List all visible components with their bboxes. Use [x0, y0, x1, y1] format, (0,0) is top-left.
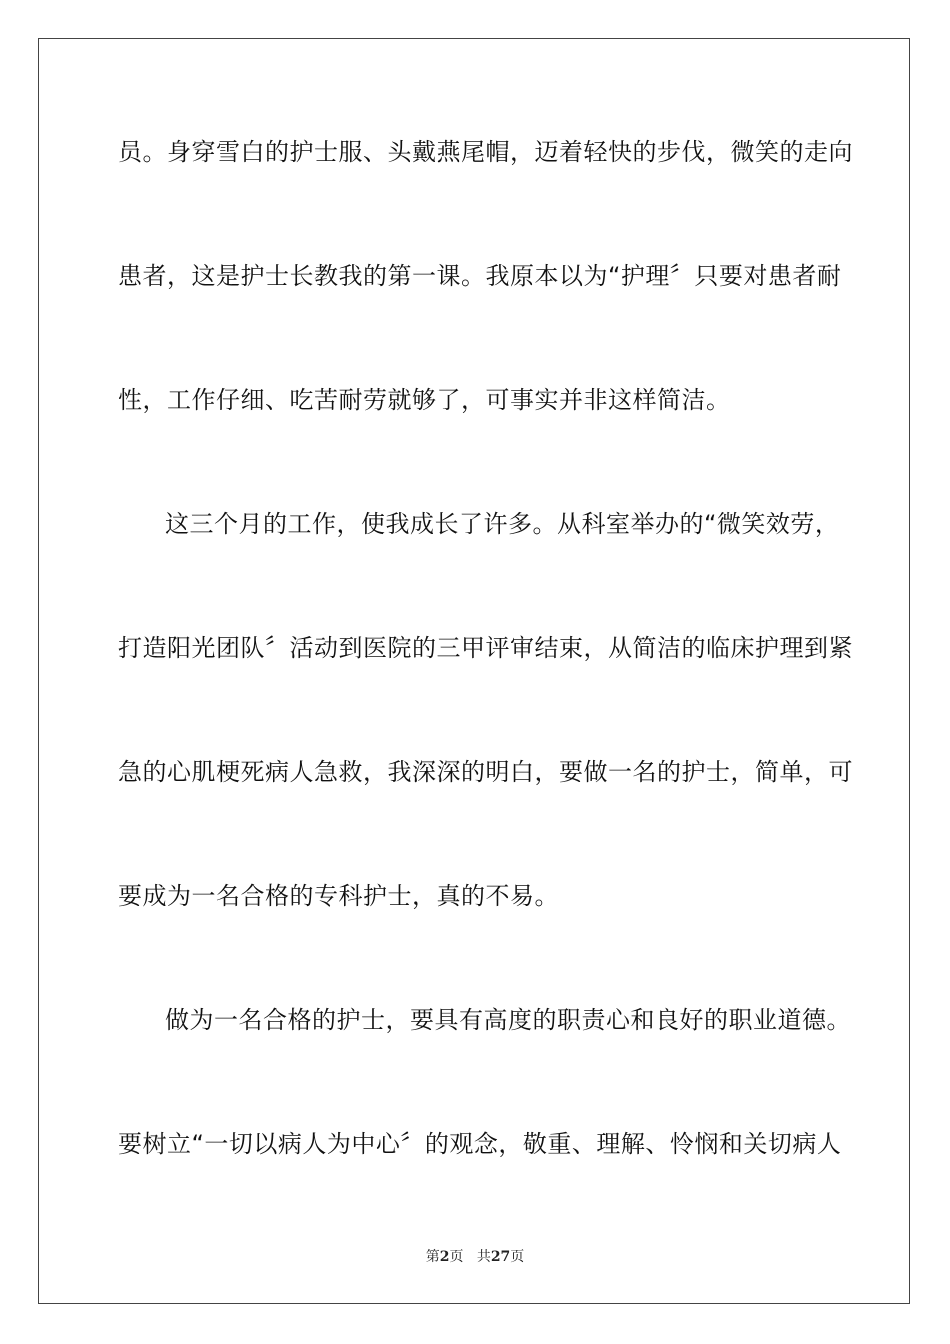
body-text-line: 患者，这是护士长教我的第一课。我原本以为“护理〞只要对患者耐	[118, 262, 842, 290]
page-suffix: 页	[449, 1249, 464, 1265]
paragraph-start-line: 这三个月的工作，使我成长了许多。从科室举办的“微笑效劳，	[165, 510, 840, 538]
paragraph-start-line: 做为一名合格的护士，要具有高度的职责心和良好的职业道德。	[165, 1006, 851, 1034]
page-footer	[0, 1248, 950, 1266]
body-text-line: 打造阳光团队〞活动到医院的三甲评审结束，从简洁的临床护理到紧	[118, 634, 853, 662]
total-prefix: 共	[476, 1249, 491, 1265]
body-text-line: 性，工作仔细、吃苦耐劳就够了，可事实并非这样简洁。	[118, 386, 731, 414]
body-text-line: 要树立“一切以病人为中心〞的观念，敬重、理解、怜悯和关切病人	[118, 1130, 842, 1158]
page-border	[38, 38, 910, 1304]
body-text-line: 员。身穿雪白的护士服、头戴燕尾帽，迈着轻快的步伐，微笑的走向	[118, 138, 853, 166]
total-pages: 27	[490, 1249, 511, 1265]
total-suffix: 页	[510, 1249, 525, 1265]
page-number: 2	[439, 1249, 450, 1265]
body-text-line: 要成为一名合格的专科护士，真的不易。	[118, 882, 559, 910]
page-prefix: 第	[425, 1249, 440, 1265]
body-text-line: 急的心肌梗死病人急救，我深深的明白，要做一名的护士，简单，可	[118, 758, 853, 786]
